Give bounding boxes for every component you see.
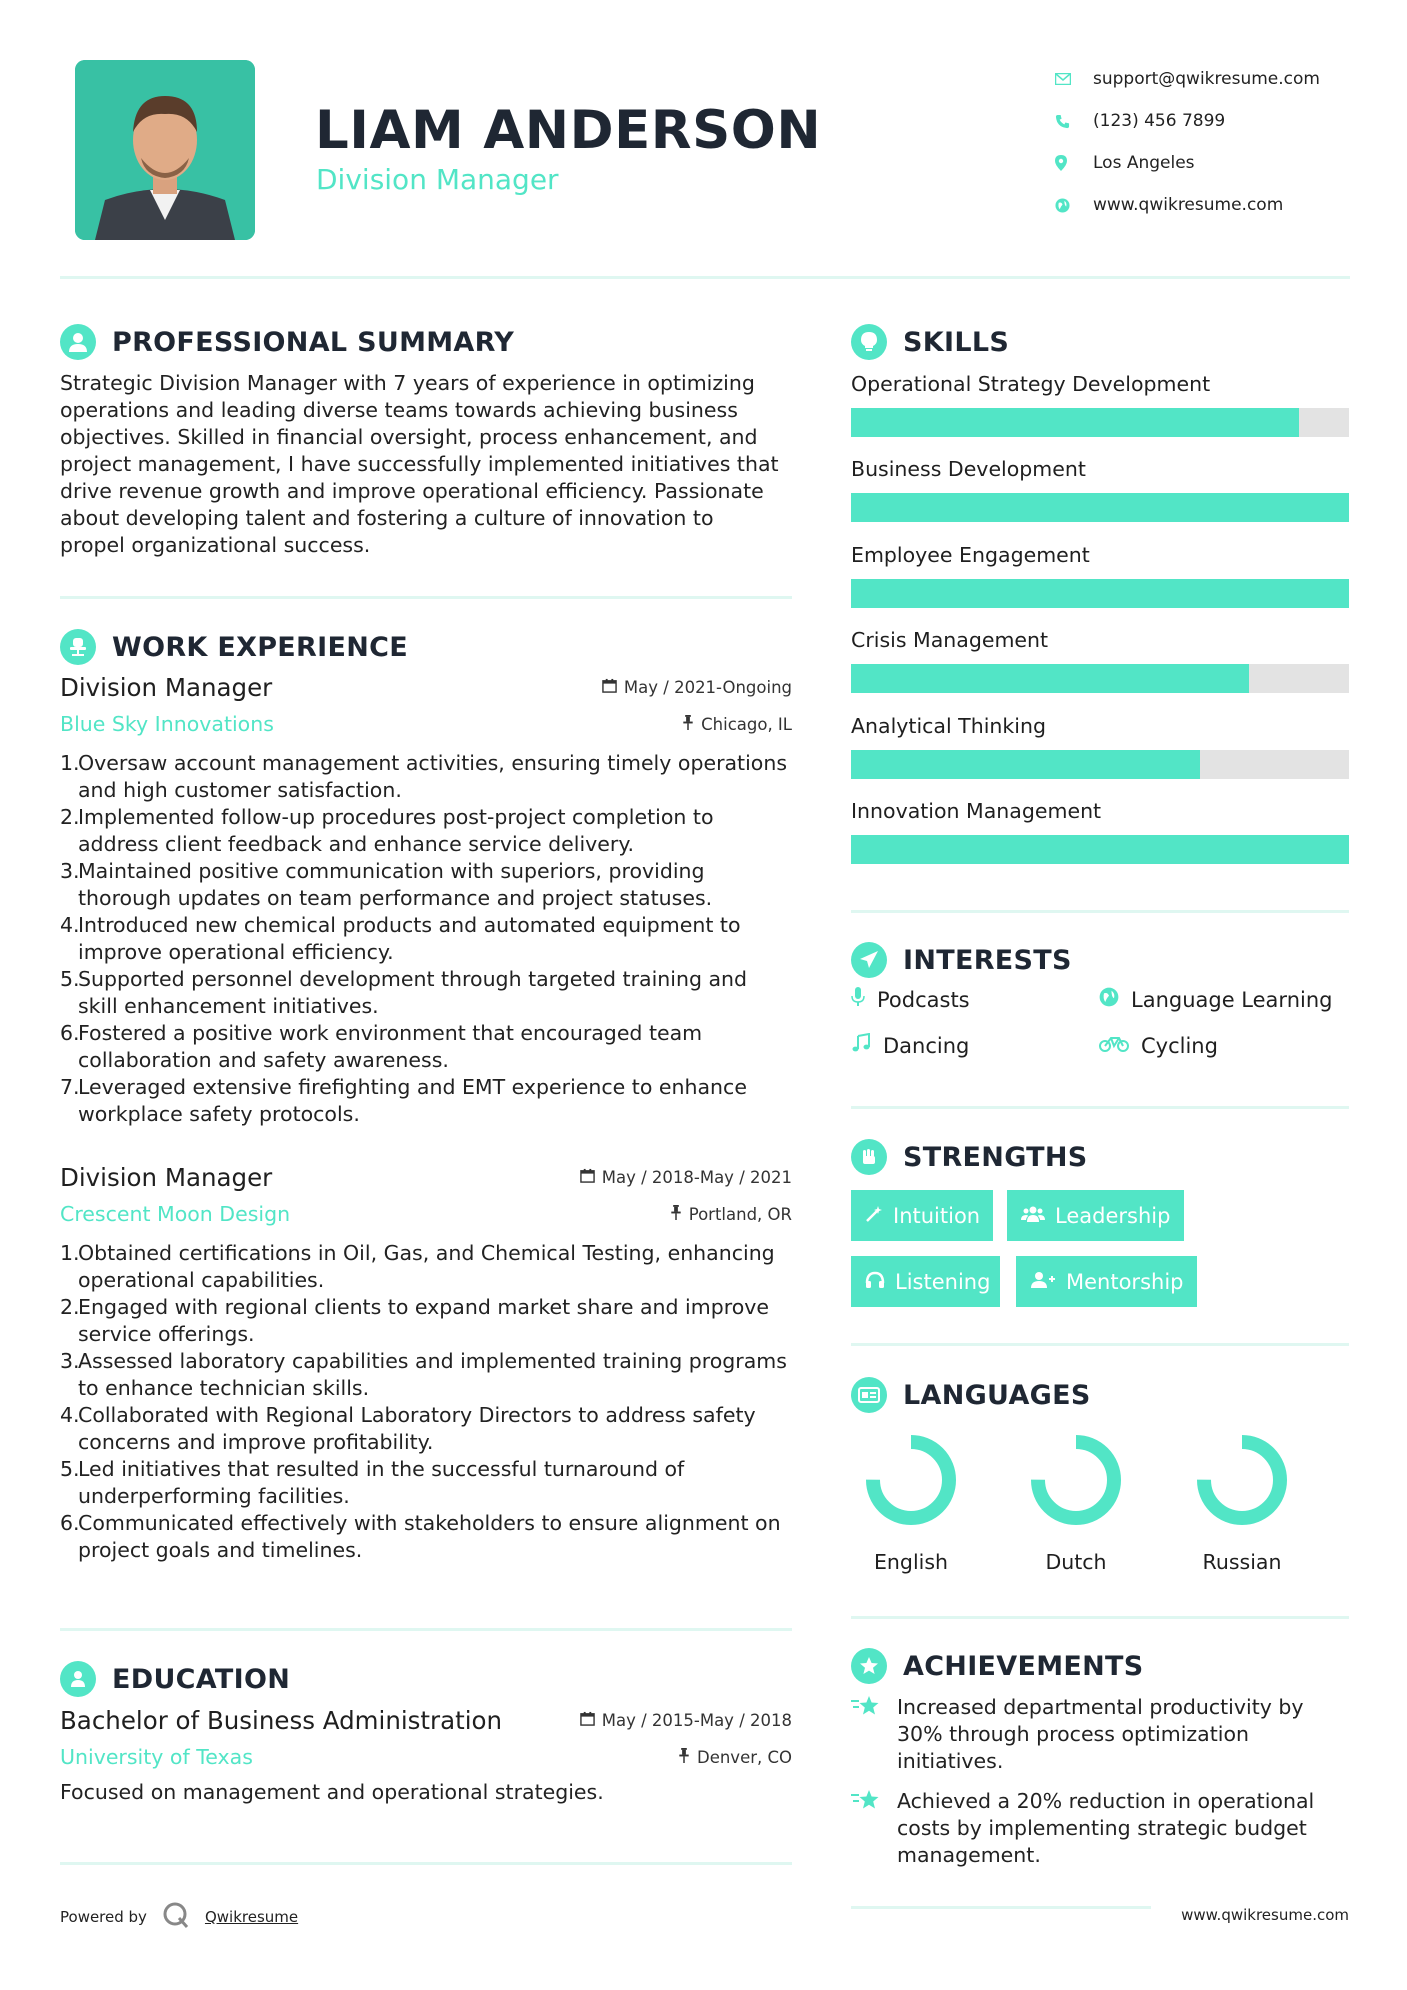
strengths-divider — [851, 1343, 1349, 1346]
contact-info — [1055, 58, 1375, 226]
skill-fill — [851, 664, 1249, 693]
interest-item: Cycling — [1099, 1033, 1218, 1058]
skills-heading: SKILLS — [903, 326, 1010, 358]
skill-item — [851, 368, 1349, 453]
experience-heading: WORK EXPERIENCE — [112, 631, 408, 663]
phone-icon — [1055, 114, 1093, 129]
job-entry — [60, 1163, 792, 1564]
skill-bar — [851, 408, 1349, 437]
bicycle-icon — [1099, 1033, 1129, 1058]
summary-divider — [60, 596, 792, 599]
list-item: 3.Maintained positive communication with superiors, providing thorough updates on team performance and project statuses. — [60, 859, 713, 910]
list-item: 4.Collaborated with Regional Laboratory Directors to address safety concerns and improve profitability. — [60, 1403, 756, 1454]
skill-fill — [851, 750, 1200, 779]
list-item: 2.Engaged with regional clients to expand market share and improve service offerings. — [60, 1295, 770, 1346]
skill-name: Operational Strategy Development — [851, 372, 1211, 396]
achievements-header — [851, 1648, 1144, 1684]
strength-chip: Leadership — [1007, 1190, 1184, 1241]
skills-list — [851, 368, 1349, 880]
language-ring-arc — [1038, 1442, 1114, 1518]
language-item — [851, 1432, 971, 1574]
qwikresume-logo-icon — [161, 1900, 191, 1934]
contact-phone[interactable] — [1055, 100, 1375, 142]
star-icon — [851, 1694, 881, 1775]
language-ring-arc — [873, 1442, 949, 1518]
skill-name: Business Development — [851, 457, 1086, 482]
interest-item: Language Learning — [1099, 987, 1332, 1012]
language-name: English — [873, 1550, 949, 1574]
summary-header — [60, 324, 514, 360]
skill-bar — [851, 835, 1349, 864]
pushpin-icon — [678, 1748, 690, 1767]
star-icon — [851, 1788, 881, 1869]
footer-site-link[interactable]: www.qwikresume.com — [1181, 1906, 1349, 1924]
contact-website-text: www.qwikresume.com — [1093, 195, 1284, 215]
achievement-text: Achieved a 20% reduction in operational costs by implementing strategic budget management. — [897, 1789, 1315, 1867]
skill-fill — [851, 579, 1349, 608]
job-company: Crescent Moon Design — [60, 1202, 291, 1226]
achievement-text: Increased departmental productivity by 30% through process optimization initiatives. — [897, 1695, 1304, 1773]
contact-email[interactable] — [1055, 58, 1375, 100]
job-location: Portland, OR — [670, 1205, 792, 1224]
music-icon — [851, 1033, 871, 1058]
magic-wand-icon — [865, 1204, 883, 1228]
pushpin-icon — [670, 1205, 682, 1224]
candidate-name: LIAM ANDERSON — [315, 100, 822, 161]
profile-photo — [75, 60, 255, 240]
language-ring — [1194, 1432, 1290, 1528]
skill-bar — [851, 750, 1349, 779]
job-date: May / 2021-Ongoing — [602, 678, 792, 697]
skill-name: Employee Engagement — [851, 542, 1090, 567]
envelope-icon — [1055, 73, 1093, 85]
microphone-icon — [851, 987, 865, 1012]
education-header — [60, 1661, 290, 1697]
paper-plane-icon — [851, 942, 887, 978]
language-item — [1182, 1432, 1302, 1574]
skill-bar — [851, 664, 1349, 693]
list-item: 1.Obtained certifications in Oil, Gas, and Chemical Testing, enhancing operational capabilities. — [60, 1241, 775, 1292]
list-item: 3.Assessed laboratory capabilities and implemented training programs to enhance technician skills. — [60, 1349, 787, 1400]
language-ring — [1028, 1432, 1124, 1528]
languages-heading: LANGUAGES — [903, 1379, 1091, 1411]
pushpin-icon — [682, 715, 694, 734]
calendar-icon — [602, 678, 617, 697]
contact-location — [1055, 142, 1375, 184]
strengths-header — [851, 1139, 1088, 1175]
education-degree: Bachelor of Business Administration — [60, 1706, 503, 1735]
list-item: 4.Introduced new chemical products and automated equipment to improve operational efficiency. — [60, 913, 741, 964]
job-date: May / 2018-May / 2021 — [580, 1168, 792, 1187]
job-bullets — [60, 1240, 792, 1564]
contact-location-text: Los Angeles — [1093, 153, 1195, 173]
job-role: Division Manager — [60, 673, 273, 702]
strength-chip: Listening — [851, 1256, 1000, 1307]
education-entry — [60, 1706, 792, 1806]
skill-bar — [851, 493, 1349, 522]
skill-item — [851, 539, 1349, 624]
interests-heading: INTERESTS — [903, 944, 1072, 976]
globe-icon — [1099, 987, 1119, 1012]
chair-icon — [60, 629, 96, 665]
education-school: University of Texas — [60, 1745, 253, 1769]
skills-divider — [851, 910, 1349, 913]
education-location: Denver, CO — [678, 1748, 792, 1767]
list-item: 1.Oversaw account management activities, ensuring timely operations and high customer satisfaction. — [60, 751, 788, 802]
interests-divider — [851, 1106, 1349, 1109]
footer-powered-by — [60, 1900, 298, 1934]
users-icon — [1021, 1204, 1045, 1228]
experience-divider — [60, 1628, 792, 1631]
calendar-icon — [580, 1711, 595, 1730]
job-entry — [60, 673, 792, 1128]
calendar-icon — [580, 1168, 595, 1187]
skill-name: Crisis Management — [851, 628, 1049, 653]
contact-phone-text: (123) 456 7899 — [1093, 111, 1226, 131]
education-date: May / 2015-May / 2018 — [580, 1711, 792, 1730]
education-divider — [60, 1862, 792, 1865]
languages-header — [851, 1377, 1091, 1413]
experience-header — [60, 629, 408, 665]
achievements-heading: ACHIEVEMENTS — [903, 1650, 1144, 1682]
job-role: Division Manager — [60, 1163, 273, 1192]
education-heading: EDUCATION — [112, 1663, 291, 1695]
list-item: 7.Leveraged extensive firefighting and EMT experience to enhance workplace safety protocols. — [60, 1075, 747, 1126]
skill-item — [851, 453, 1349, 538]
language-name: Russian — [1202, 1550, 1282, 1574]
strengths-heading: STRENGTHS — [903, 1141, 1088, 1173]
job-location: Chicago, IL — [682, 715, 792, 734]
list-item: 2.Implemented follow-up procedures post-project completion to address client feedback and enhance service delivery. — [60, 805, 714, 856]
skill-bar — [851, 579, 1349, 608]
education-description: Focused on management and operational strategies. — [60, 1780, 604, 1804]
languages-divider — [851, 1616, 1349, 1619]
header-divider — [60, 276, 1350, 279]
headphones-icon — [865, 1270, 885, 1294]
interest-item: Dancing — [851, 1033, 969, 1058]
list-item: 6.Fostered a positive work environment that encouraged team collaboration and safety awareness. — [60, 1021, 703, 1072]
star-badge-icon — [851, 1648, 887, 1684]
skill-item — [851, 710, 1349, 795]
skill-name: Innovation Management — [851, 798, 1102, 823]
achievements-divider — [851, 1906, 1151, 1909]
skill-item — [851, 624, 1349, 709]
skill-name: Analytical Thinking — [851, 713, 1046, 738]
user-plus-icon — [1030, 1270, 1056, 1294]
achievement-item — [851, 1694, 1351, 1775]
language-name: Dutch — [1045, 1550, 1107, 1574]
users-icon — [60, 1661, 96, 1697]
language-ring-arc — [1204, 1442, 1280, 1518]
candidate-title: Division Manager — [316, 163, 559, 196]
skill-fill — [851, 408, 1299, 437]
map-pin-icon — [1055, 155, 1093, 171]
contact-email-text: support@qwikresume.com — [1093, 69, 1320, 89]
user-icon — [60, 324, 96, 360]
interests-header — [851, 942, 1072, 978]
job-bullets — [60, 750, 792, 1128]
globe-icon — [1055, 198, 1093, 213]
achievement-item — [851, 1788, 1351, 1869]
lightbulb-icon — [851, 324, 887, 360]
interest-item: Podcasts — [851, 987, 970, 1012]
skills-header — [851, 324, 1009, 360]
contact-website[interactable] — [1055, 184, 1375, 226]
list-item: 6.Communicated effectively with stakeholders to ensure alignment on project goals and timelines. — [60, 1511, 781, 1562]
skill-fill — [851, 835, 1349, 864]
powered-by-label: Powered by — [60, 1908, 147, 1926]
list-item: 5.Supported personnel development through targeted training and skill enhancement initiatives. — [60, 967, 748, 1018]
strength-chip: Intuition — [851, 1190, 993, 1241]
skill-fill — [851, 493, 1349, 522]
list-item: 5.Led initiatives that resulted in the successful turnaround of underperforming facilities. — [60, 1457, 685, 1508]
skill-item — [851, 795, 1349, 880]
job-company: Blue Sky Innovations — [60, 712, 274, 736]
strength-chip: Mentorship — [1016, 1256, 1197, 1307]
fist-icon — [851, 1139, 887, 1175]
language-item — [1016, 1432, 1136, 1574]
summary-text: Strategic Division Manager with 7 years of experience in optimizing operations and leading diverse teams towards achieving business objectives. Skilled in financial oversight, process enhancement, and project management, I have successfully implemented initiatives that drive revenue growth and improve operational efficiency. Passionate about developing talent and fostering a culture of innovation to propel organizational success. — [60, 371, 779, 557]
language-ring — [863, 1432, 959, 1528]
id-card-icon — [851, 1377, 887, 1413]
footer-brand-link[interactable]: Qwikresume — [204, 1908, 299, 1926]
summary-heading: PROFESSIONAL SUMMARY — [112, 326, 515, 358]
